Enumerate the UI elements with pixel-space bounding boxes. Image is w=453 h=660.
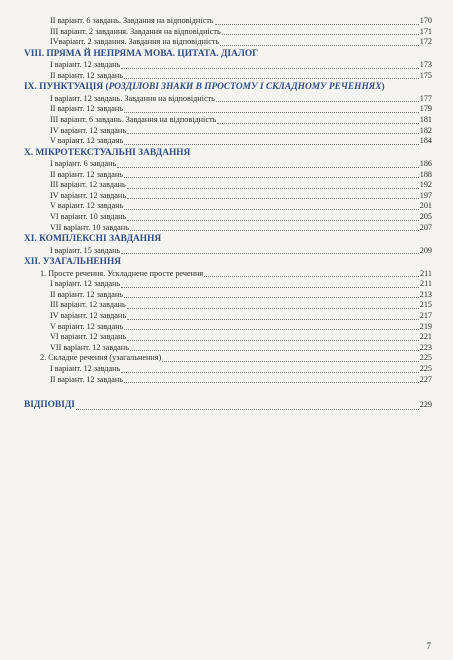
- toc-entry[interactable]: [24, 375, 432, 386]
- table-of-contents: [24, 16, 432, 412]
- toc-entry-label: III варіант. 6 завдань. Завдання на відповідність: [50, 114, 217, 124]
- dot-leader: [217, 116, 418, 124]
- dot-leader: [204, 269, 419, 277]
- toc-entry-page: 211: [420, 268, 432, 278]
- toc-entry-label: II варіант. 12 завдань: [50, 289, 124, 299]
- toc-entry[interactable]: [24, 279, 432, 290]
- toc-entry-page: 186: [419, 159, 432, 169]
- toc-entry-page: 179: [419, 104, 432, 114]
- toc-entry-page: 182: [419, 125, 432, 135]
- dot-leader: [127, 213, 419, 221]
- toc-entry[interactable]: [24, 191, 432, 202]
- section-title: XII. УЗАГАЛЬНЕННЯ: [24, 257, 122, 268]
- toc-entry[interactable]: [24, 223, 432, 234]
- toc-entry-page: 181: [419, 114, 432, 124]
- toc-entry-page: 227: [419, 374, 432, 384]
- toc-entry[interactable]: [24, 332, 432, 343]
- toc-entry-label: III варіант. 12 завдань: [50, 300, 126, 310]
- toc-entry[interactable]: [24, 246, 432, 257]
- dot-leader: [117, 160, 419, 168]
- toc-entry-label: IV варіант. 12 завдань: [50, 125, 127, 135]
- dot-leader: [222, 27, 419, 35]
- toc-entry[interactable]: [24, 269, 432, 280]
- toc-entry[interactable]: [24, 300, 432, 311]
- toc-entry[interactable]: [24, 343, 432, 354]
- toc-entry[interactable]: [24, 60, 432, 71]
- toc-entry[interactable]: [24, 322, 432, 333]
- toc-entry-page: 177: [419, 93, 432, 103]
- toc-entry-page: 225: [419, 353, 432, 363]
- toc-entry-label: III варіант. 12 завдань: [50, 180, 126, 190]
- toc-entry[interactable]: [24, 212, 432, 223]
- dot-leader: [127, 191, 419, 199]
- toc-entry-label: III варіант. 2 завдання. Завдання на відповідність: [50, 26, 221, 36]
- toc-entry[interactable]: [24, 170, 432, 181]
- section-title: IX. ПУНКТУАЦІЯ (РОЗДІЛОВІ ЗНАКИ В ПРОСТОМУ І СКЛАДНОМУ РЕЧЕННЯХ): [24, 82, 385, 93]
- toc-entry-label: 2. Складне речення (узагальнення): [40, 353, 162, 363]
- toc-entry[interactable]: [24, 16, 432, 27]
- toc-entry-page: 225: [419, 363, 432, 373]
- toc-entry[interactable]: [24, 71, 432, 82]
- dot-leader: [124, 71, 419, 79]
- toc-entry-label: IVваріант. 2 завдання. Завдання на відповідність: [50, 37, 220, 47]
- toc-entry-page: 221: [419, 332, 432, 342]
- toc-entry-label: I варіант. 6 завдань: [50, 159, 117, 169]
- toc-entry-label: I варіант. 15 завдань: [50, 245, 121, 255]
- toc-entry-label: VII варіант. 12 завдань: [50, 342, 129, 352]
- dot-leader: [124, 290, 419, 298]
- toc-entry[interactable]: [24, 201, 432, 212]
- toc-entry[interactable]: [24, 126, 432, 137]
- section-title: VIII. ПРЯМА Й НЕПРЯМА МОВА. ЦИТАТА. ДІАЛОГ: [24, 48, 259, 59]
- toc-entry-page: 172: [419, 37, 432, 47]
- dot-leader: [127, 333, 419, 341]
- toc-entry-page: 211: [420, 279, 432, 289]
- toc-entry-page: 209: [419, 245, 432, 255]
- toc-entry-label: V варіант. 12 завдань: [50, 321, 124, 331]
- toc-entry-label: IV варіант. 12 завдань: [50, 311, 127, 321]
- toc-entry-page: 175: [419, 70, 432, 80]
- dot-leader: [127, 181, 419, 189]
- toc-entry-page: 188: [419, 169, 432, 179]
- toc-entry-page: 170: [419, 16, 432, 25]
- toc-entry-label: II варіант. 12 завдань: [50, 374, 124, 384]
- section-title: X. МІКРОТЕКСТУАЛЬНІ ЗАВДАННЯ: [24, 147, 191, 158]
- toc-entry-label: II варіант. 12 завдань: [50, 104, 124, 114]
- toc-entry-page: 192: [419, 180, 432, 190]
- toc-entry-page: 205: [419, 212, 432, 222]
- toc-section-heading[interactable]: [24, 48, 432, 60]
- toc-entry-label: V варіант. 12 завдань: [50, 136, 124, 146]
- dot-leader: [127, 312, 419, 320]
- toc-section-heading[interactable]: [24, 256, 432, 268]
- dot-leader: [76, 402, 419, 410]
- section-title: ВІДПОВІДІ: [24, 400, 75, 411]
- dot-leader: [130, 223, 419, 231]
- dot-leader: [124, 170, 419, 178]
- toc-entry[interactable]: [24, 364, 432, 375]
- dot-leader: [124, 137, 418, 145]
- toc-entry[interactable]: [24, 136, 432, 147]
- toc-section-heading[interactable]: [24, 399, 432, 411]
- toc-entry[interactable]: [24, 353, 432, 364]
- toc-entry-page: 171: [419, 26, 432, 36]
- toc-entry-page: 173: [419, 60, 432, 70]
- toc-entry[interactable]: [24, 27, 432, 38]
- toc-entry-label: V варіант. 12 завдань: [50, 201, 124, 211]
- toc-entry[interactable]: [24, 311, 432, 322]
- toc-entry[interactable]: [24, 94, 432, 105]
- toc-entry-label: II варіант. 12 завдань: [50, 169, 124, 179]
- dot-leader: [216, 94, 419, 102]
- toc-entry-page: 213: [419, 289, 432, 299]
- dot-leader: [121, 61, 418, 69]
- dot-leader: [124, 322, 418, 330]
- toc-entry[interactable]: [24, 115, 432, 126]
- dot-leader: [127, 126, 419, 134]
- toc-entry-label: VII варіант. 10 завдань: [50, 222, 129, 232]
- toc-entry[interactable]: [24, 37, 432, 48]
- toc-entry-label: II варіант. 12 завдань: [50, 70, 124, 80]
- toc-entry-label: VI варіант. 12 завдань: [50, 332, 127, 342]
- dot-leader: [124, 202, 418, 210]
- toc-entry-page: 184: [419, 136, 432, 146]
- toc-entry-label: II варіант. 6 завдань. Завдання на відповідність: [50, 16, 214, 25]
- toc-entry-page: 223: [419, 342, 432, 352]
- dot-leader: [162, 354, 418, 362]
- page-number: 7: [426, 641, 431, 651]
- toc-entry-label: VI варіант. 10 завдань: [50, 212, 127, 222]
- toc-entry[interactable]: [24, 290, 432, 301]
- toc-entry-label: I варіант. 12 завдань: [50, 363, 121, 373]
- toc-entry-page: 217: [419, 311, 432, 321]
- toc-entry-label: I варіант. 12 завдань: [50, 60, 121, 70]
- toc-entry-page: 207: [419, 222, 432, 232]
- toc-section-heading[interactable]: [24, 147, 432, 159]
- dot-leader: [121, 246, 418, 254]
- toc-section-heading[interactable]: [24, 81, 432, 93]
- dot-leader: [121, 365, 418, 373]
- toc-entry[interactable]: [24, 180, 432, 191]
- dot-leader: [127, 301, 419, 309]
- toc-entry-page: 201: [419, 201, 432, 211]
- toc-entry[interactable]: [24, 104, 432, 115]
- toc-entry-page: 219: [419, 321, 432, 331]
- dot-leader: [121, 280, 419, 288]
- toc-entry-page: 197: [419, 190, 432, 200]
- section-spacer: [24, 385, 432, 399]
- section-title: XI. КОМПЛЕКСНІ ЗАВДАННЯ: [24, 234, 162, 245]
- toc-entry[interactable]: [24, 159, 432, 170]
- dot-leader: [124, 105, 419, 113]
- dot-leader: [220, 38, 419, 46]
- section-page-number: 229: [419, 400, 432, 410]
- toc-entry-label: IV варіант. 12 завдань: [50, 190, 127, 200]
- dot-leader: [215, 17, 419, 25]
- toc-section-heading[interactable]: [24, 233, 432, 245]
- toc-entry-page: 215: [419, 300, 432, 310]
- toc-entry-label: I варіант. 12 завдань: [50, 279, 121, 289]
- dot-leader: [124, 375, 419, 383]
- dot-leader: [130, 343, 419, 351]
- toc-entry-label: 1. Просте речення. Ускладнене просте речення: [40, 268, 204, 278]
- toc-entry-label: I варіант. 12 завдань. Завдання на відповідність: [50, 93, 215, 103]
